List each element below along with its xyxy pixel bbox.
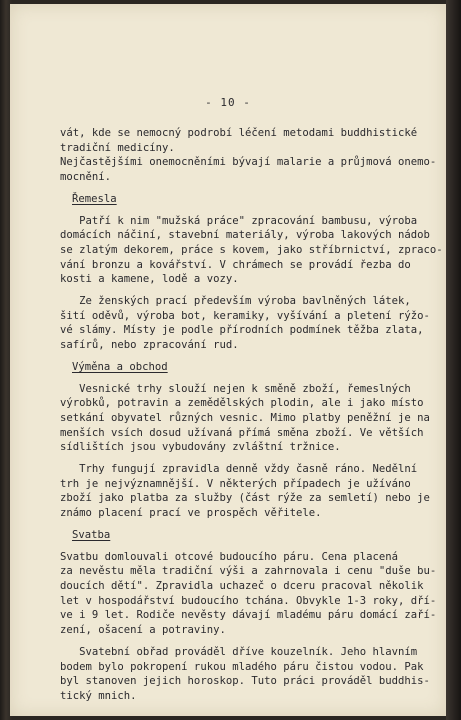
paragraph [60,126,437,185]
spacer [60,287,420,294]
spacer [60,638,420,645]
text-line: Ze ženských prací především výroba bavlněných látek, [60,295,411,308]
document-body [60,126,443,704]
binding-edge [446,0,461,720]
text-line: let v hospodářství budoucího tchána. Obvykle 1-3 roky, dří- [60,594,437,607]
text-line: kosti a kamene, lodě a vozy. [60,273,239,286]
paragraph [60,382,430,456]
text-line: tický mnich. [60,689,137,702]
paragraph [60,550,437,638]
section-heading [60,528,420,543]
spacer [60,185,420,192]
page-number: - 10 - [205,96,251,109]
text-line: Nejčastějšími onemocněními bývají malarie a průjmová onemo- [60,156,437,169]
spacer [60,207,420,214]
text-line: mocnění. [60,171,112,184]
text-line: zení, ošacení a potraviny. [60,624,226,637]
spacer [60,543,420,550]
text-line: šití oděvů, výroba bot, keramiky, vyšívání a pletení rýžo- [60,309,430,322]
text-line: trh je nejvýznamnější. V některých případech je užíváno [60,477,411,490]
text-line: Svatbu domlouvali otcové budoucího páru. Cena placená [60,550,399,563]
section-heading [60,360,420,375]
section-heading-text: Svatba [72,528,111,541]
paragraph [60,294,430,353]
section-heading-text: Výměna a obchod [72,360,168,373]
section-heading-text: Řemesla [72,192,117,205]
text-line: Patří k nim "mužská práce" zpracování bambusu, výroba [60,214,418,227]
paragraph [60,462,430,521]
spacer [60,521,420,528]
text-line: vání bronzu a kovářství. V chrámech se provádí řezba do [60,258,411,271]
text-line: doucích dětí". Zpravidla uchazeč o dceru pracoval několik [60,579,424,592]
text-line: zboží jako platba za služby (část rýže za semletí) nebo je [60,492,430,505]
paragraph [60,214,443,288]
text-line: ve i 9 let. Rodiče nevěsty dávají mladému páru domácí zaří- [60,609,437,622]
spacer [60,455,420,462]
text-line: se zlatým dekorem, práce s kovem, jako stříbrnictví, zpraco- [60,243,443,256]
text-line: setkání obyvatel různých vesnic. Mimo platby peněžní je na [60,411,430,424]
text-line: Vesnické trhy slouží nejen k směně zboží, řemeslných [60,382,411,395]
text-line: Svatební obřad prováděl dříve kouzelník. Jeho hlavním [60,645,418,658]
text-line: za nevěstu měla tradiční výši a zahrnovala i cenu "duše bu- [60,565,437,578]
text-line: safírů, nebo zpracování rud. [60,339,239,352]
text-line: menších vsích dosud užívaná přímá směna zboží. Ve větších [60,426,424,439]
text-line: domácích náčiní, stavební materiály, výroba lakových nádob [60,229,430,242]
text-line: Trhy fungují zpravidla denně vždy časně ráno. Nedělní [60,463,418,476]
text-line: sídlištích jsou vybudovány zvláštní tržnice. [60,441,341,454]
section-heading [60,192,420,207]
text-line: vát, kde se nemocný podrobí léčení metodami buddhistické [60,127,418,139]
text-line: bodem bylo pokropení rukou mladého páru čistou vodou. Pak [60,660,424,673]
text-line: výrobků, potravin a zemědělských plodin, ale i jako místo [60,397,424,410]
spacer [60,375,420,382]
text-line: vé slámy. Místy je podle přírodních podmínek těžba zlata, [60,324,424,337]
document-page [10,4,446,716]
text-line: tradiční medicíny. [60,141,175,154]
spacer [60,353,420,360]
text-line: známo placení prací ve prospěch věřitele. [60,507,322,520]
text-line: byl stanoven jejich horoskop. Tuto práci prováděl buddhis- [60,675,430,688]
paragraph [60,645,430,704]
